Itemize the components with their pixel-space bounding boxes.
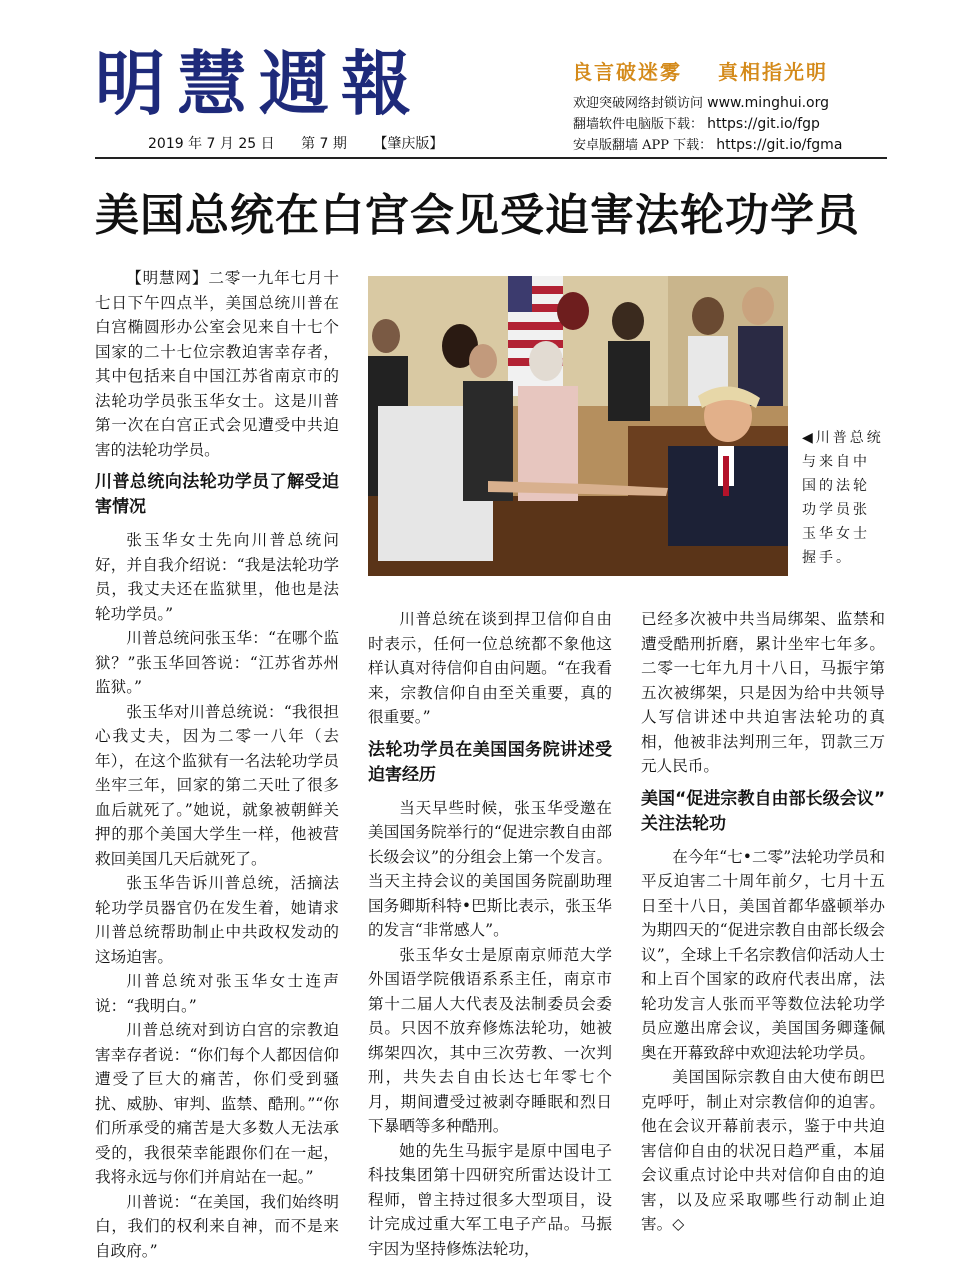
article-column-2 <box>368 607 612 1261</box>
news-photo <box>368 276 788 576</box>
paragraph: 美国国际宗教自由大使布朗巴克呼吁，制止对宗教信仰的迫害。他在会议开幕前表示，鉴于中共迫害信仰自由的状况日趋严重，本届会议重点讨论中共对信仰自由的迫害，以及应采取哪些行动制止迫害。◇ <box>641 1068 885 1233</box>
paragraph: 川普说：“在美国，我们始终明白，我们的权利来自神，而不是来自政府。” <box>95 1192 339 1260</box>
access-label: 翻墙软件电脑版下载： <box>573 117 704 132</box>
section-heading: 美国“促进宗教自由部长级会议” 关注法轮功 <box>641 788 902 834</box>
access-line <box>573 114 842 135</box>
paragraph: 在今年“七•二零”法轮功学员和平反迫害二十周年前夕，七月十五日至十八日，美国首都华盛顿举办为期四天的“促进宗教自由部长级会议”，全球上千名宗教信仰活动人士和上百个国家的政府代表出席，法轮功发言人张而平等数位法轮功学员应邀出席会议，美国国务卿蓬佩奥在开幕致辞中欢迎法轮功学员。 <box>641 847 885 1062</box>
edition: 【肇庆版】 <box>373 136 444 152</box>
slogan-left: 良言破迷雾 <box>572 60 682 84</box>
paragraph: 她的先生马振宇是原中国电子科技集团第十四研究所雷达设计工程师，曾主持过很多大型项目，设计完成过重大军工电子产品。马振宇因为坚持修炼法轮功， <box>368 1141 612 1258</box>
access-info <box>573 93 842 156</box>
section-heading: 法轮功学员在美国国务院讲述受迫害经历 <box>368 739 612 785</box>
access-line <box>573 93 842 114</box>
paragraph: 川普总统对到访白宫的宗教迫害幸存者说：“你们每个人都因信仰遭受了巨大的痛苦，你们受到骚扰、威胁、审判、监禁、酷刑。”“你们所承受的痛苦是大多数人无法承受的，我很荣幸能跟你们在一起，我将永远与你们并肩站在一起。” <box>95 1021 339 1186</box>
paragraph: 已经多次被中共当局绑架、监禁和遭受酷刑折磨，累计坐牢七年多。二零一七年九月十八日，马振宇第五次被绑架，只是因为给中共领导人写信讲述中共迫害法轮功的真相，他被非法判刑三年，罚款三万元人民币。 <box>641 610 885 775</box>
photo-caption: ◀川普总统与来自中国的法轮功学员张玉华女士握手。 <box>802 430 884 566</box>
paragraph: 川普总统对张玉华女士连声说：“我明白。” <box>95 972 339 1015</box>
paragraph: 川普总统在谈到捍卫信仰自由时表示，任何一位总统都不象他这样认真对待信仰自由问题。“在我看来，宗教信仰自由至关重要，真的很重要。” <box>368 610 612 726</box>
paragraph: 张玉华女士先向川普总统问好，并自我介绍说：“我是法轮功学员，我丈夫还在监狱里，他也是法轮功学员。” <box>95 531 339 623</box>
paragraph: 张玉华告诉川普总统，活摘法轮功学员器官仍在发生着，她请求川普总统帮助制止中共政权发动的这场迫害。 <box>95 874 339 966</box>
access-label: 安卓版翻墙 APP 下载： <box>573 138 713 153</box>
issue-line <box>148 133 465 153</box>
article-column-3 <box>641 607 902 1237</box>
desktop-download-link[interactable]: https://git.io/fgp <box>707 116 820 132</box>
masthead-divider <box>95 157 887 159</box>
access-label: 欢迎突破网络封锁访问 <box>573 96 704 111</box>
slogan <box>572 56 828 85</box>
section-heading: 川普总统向法轮功学员了解受迫害情况 <box>95 472 339 517</box>
issue-number: 第 7 期 <box>301 136 347 152</box>
paragraph: 【明慧网】二零一九年七月十七日下午四点半，美国总统川普在白宫椭圆形办公室会见来自十七个国家的二十七位宗教迫害幸存者，其中包括来自中国江苏省南京市的法轮功学员张玉华女士。这是川普第一次在白宫正式会见遭受中共迫害的法轮功学员。 <box>95 269 339 459</box>
paragraph: 张玉华女士是原南京师范大学外国语学院俄语系系主任，南京市第十二届人大代表及法制委员会委员。只因不放弃修炼法轮功，她被绑架四次，其中三次劳教、一次判刑，共失去自由长达七年零七个月，期间遭受过被剥夺睡眠和烈日下暴晒等多种酷刑。 <box>368 945 612 1135</box>
headline: 美国总统在白宫会见受迫害法轮功学员 <box>95 190 860 241</box>
access-line <box>573 135 842 156</box>
issue-date: 2019 年 7 月 25 日 <box>148 136 275 152</box>
paragraph: 张玉华对川普总统说：“我很担心我丈夫，因为二零一八年（去年），在这个监狱有一名法轮功学员坐牢三年，回家的第二天吐了很多血后就死了。”她说，就象被朝鲜关押的那个美国大学生一样，他被营救回美国几天后就死了。 <box>95 702 339 868</box>
paragraph: 川普总统问张玉华：“在哪个监狱？”张玉华回答说：“江苏省苏州监狱。” <box>95 629 339 696</box>
article-column-1 <box>95 266 339 1263</box>
slogan-right: 真相指光明 <box>718 60 828 84</box>
android-download-link[interactable]: https://git.io/fgma <box>716 137 843 153</box>
website-link[interactable]: www.minghui.org <box>707 95 830 111</box>
masthead-title: 明慧週報 <box>95 43 423 125</box>
paragraph: 当天早些时候，张玉华受邀在美国国务院举行的“促进宗教自由部长级会议”的分组会上第一个发言。当天主持会议的美国国务院副助理国务卿斯科特•巴斯比表示，张玉华的发言“非常感人”。 <box>368 798 612 939</box>
